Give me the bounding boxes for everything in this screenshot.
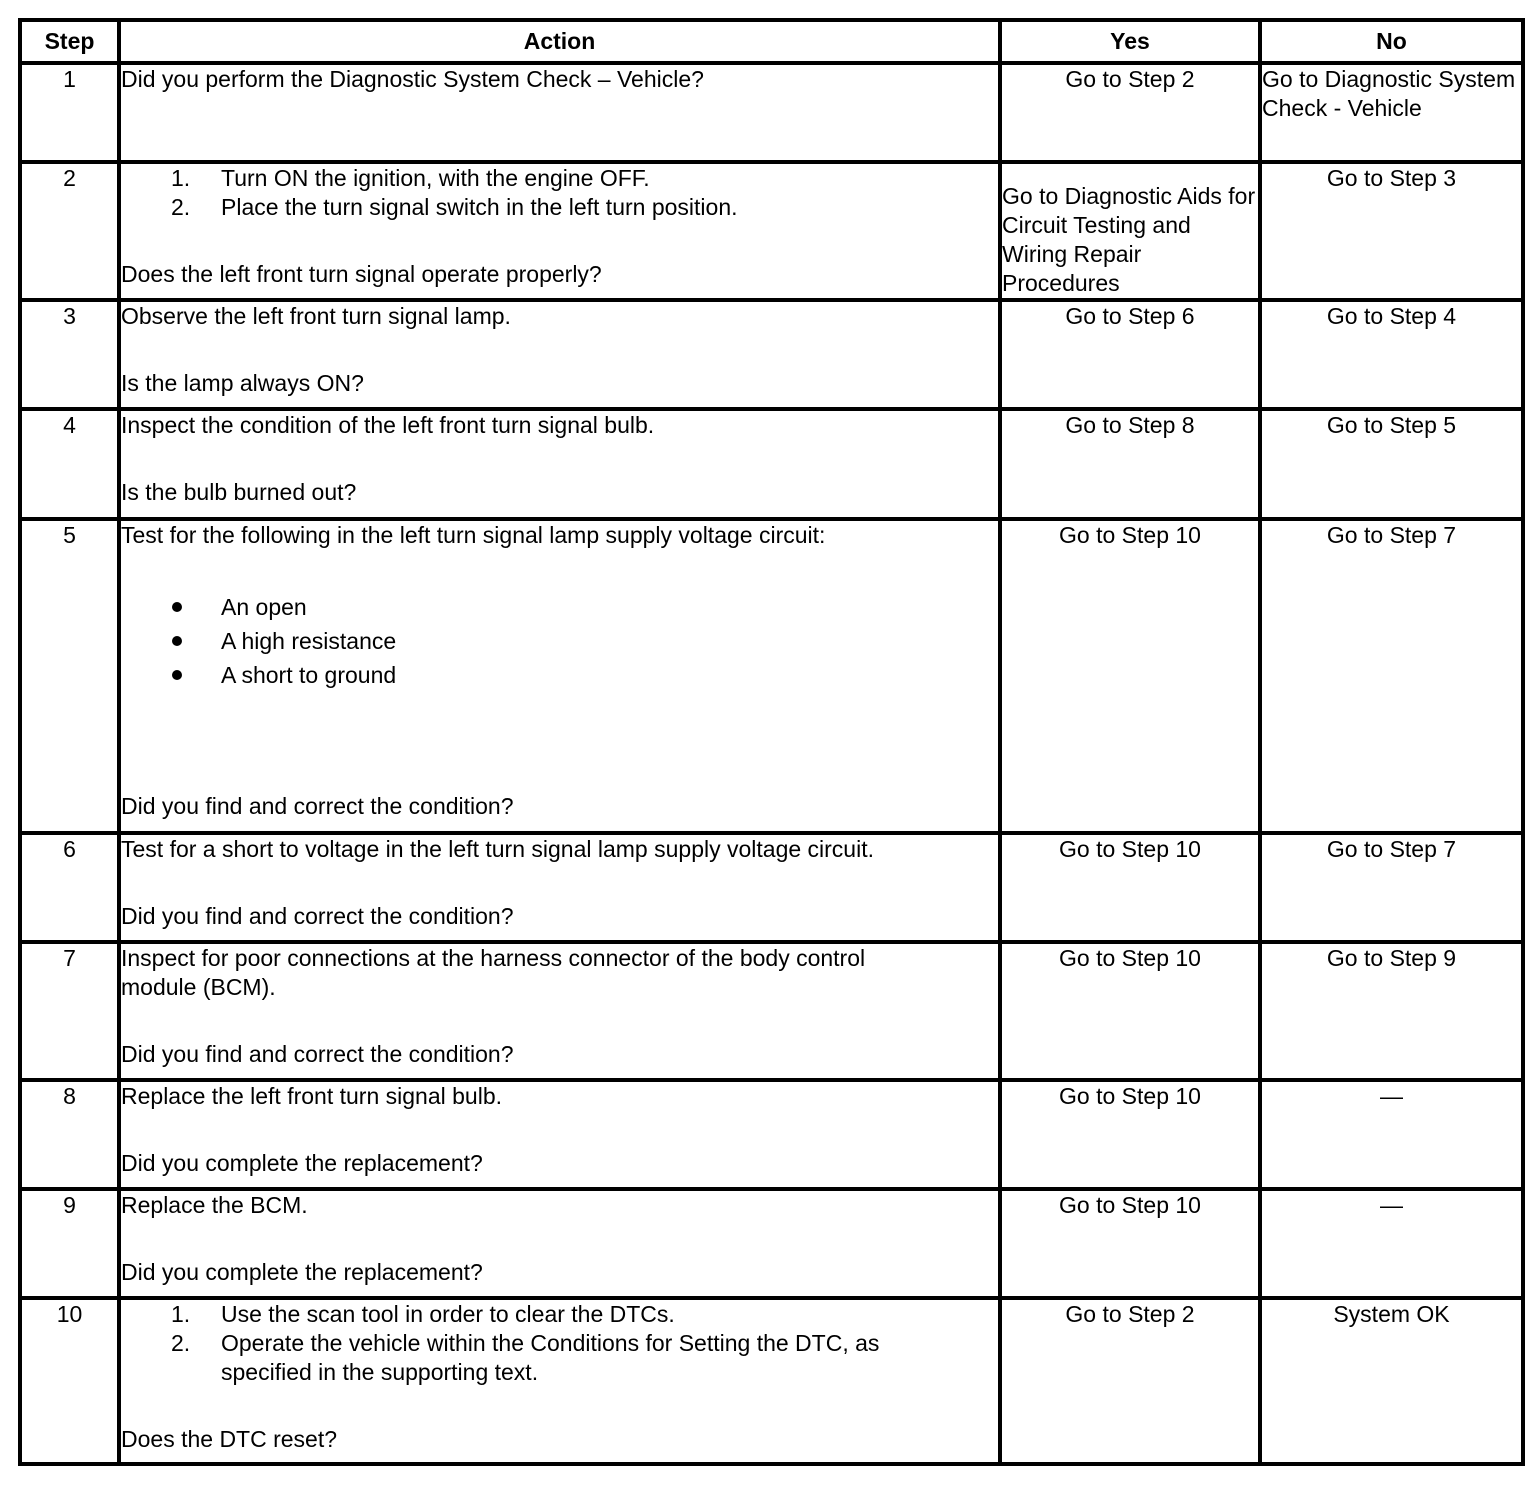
action-cell: [119, 942, 1000, 1080]
action-instruction: Test for the following in the left turn signal lamp supply voltage circuit:: [121, 522, 826, 548]
step-number: 8: [20, 1080, 119, 1189]
no-cell: Go to Diagnostic System Check - Vehicle: [1260, 63, 1523, 162]
no-cell: —: [1260, 1080, 1523, 1189]
step-number: 6: [20, 833, 119, 942]
list-item: [121, 1329, 958, 1387]
list-number: 1.: [171, 1301, 191, 1327]
bullet-icon: [172, 670, 182, 680]
action-cell: [119, 63, 1000, 162]
action-cell: [119, 519, 1000, 833]
action-instruction: Replace the BCM.: [121, 1192, 308, 1218]
action-bullets-list: [121, 590, 998, 692]
action-question: Did you find and correct the condition?: [121, 1041, 514, 1067]
yes-cell: Go to Step 10: [1000, 1080, 1260, 1189]
action-cell: [119, 162, 1000, 300]
table-row: [20, 1189, 1523, 1298]
table-row: [20, 409, 1523, 519]
yes-cell: Go to Diagnostic Aids for Circuit Testing and Wiring Repair Procedures: [1000, 162, 1260, 300]
no-cell: System OK: [1260, 1298, 1523, 1464]
list-item: [121, 164, 998, 193]
list-item: [121, 193, 998, 222]
no-cell: Go to Step 3: [1260, 162, 1523, 300]
header-action: Action: [119, 20, 1000, 63]
action-cell: [119, 833, 1000, 942]
header-row: [20, 20, 1523, 63]
no-cell: Go to Step 9: [1260, 942, 1523, 1080]
action-question: Did you find and correct the condition?: [121, 903, 514, 929]
action-question: Did you find and correct the condition?: [121, 793, 514, 819]
table-row: [20, 1298, 1523, 1464]
step-number: 5: [20, 519, 119, 833]
yes-cell: Go to Step 8: [1000, 409, 1260, 519]
step-number: 10: [20, 1298, 119, 1464]
list-text: Place the turn signal switch in the left turn position.: [221, 194, 738, 220]
action-question: Does the DTC reset?: [121, 1426, 338, 1452]
action-cell: [119, 1298, 1000, 1464]
action-cell: [119, 1189, 1000, 1298]
header-yes: Yes: [1000, 20, 1260, 63]
action-steps-list: [121, 1300, 998, 1387]
list-item: [121, 658, 998, 692]
list-text: Operate the vehicle within the Conditions for Setting the DTC, as specified in the supporting text.: [221, 1330, 880, 1385]
step-number: 7: [20, 942, 119, 1080]
bullet-icon: [172, 636, 182, 646]
table-row: [20, 833, 1523, 942]
list-text: A high resistance: [221, 628, 397, 654]
yes-cell: Go to Step 2: [1000, 1298, 1260, 1464]
bullet-icon: [172, 602, 182, 612]
action-question: Did you complete the replacement?: [121, 1150, 483, 1176]
step-number: 9: [20, 1189, 119, 1298]
yes-cell: Go to Step 2: [1000, 63, 1260, 162]
action-instruction: Test for a short to voltage in the left turn signal lamp supply voltage circuit.: [121, 836, 874, 862]
list-item: [121, 1300, 958, 1329]
action-question: Is the bulb burned out?: [121, 479, 357, 505]
list-text: A short to ground: [221, 662, 397, 688]
no-cell: Go to Step 5: [1260, 409, 1523, 519]
table-row: [20, 63, 1523, 162]
list-text: An open: [221, 594, 307, 620]
yes-cell: Go to Step 10: [1000, 519, 1260, 833]
list-item: [121, 624, 998, 658]
action-cell: [119, 1080, 1000, 1189]
yes-cell: Go to Step 6: [1000, 300, 1260, 409]
action-instruction: Observe the left front turn signal lamp.: [121, 303, 511, 329]
action-question: Did you perform the Diagnostic System Check – Vehicle?: [121, 66, 704, 92]
table-row: [20, 1080, 1523, 1189]
table-row: [20, 942, 1523, 1080]
action-question: Is the lamp always ON?: [121, 370, 364, 396]
no-cell: Go to Step 4: [1260, 300, 1523, 409]
list-item: [121, 590, 998, 624]
yes-cell: Go to Step 10: [1000, 942, 1260, 1080]
step-number: 2: [20, 162, 119, 300]
action-instruction: Inspect for poor connections at the harness connector of the body control module (BCM).: [121, 945, 866, 1000]
action-question: Does the left front turn signal operate properly?: [121, 261, 602, 287]
step-number: 1: [20, 63, 119, 162]
no-cell: Go to Step 7: [1260, 833, 1523, 942]
action-cell: [119, 409, 1000, 519]
action-question: Did you complete the replacement?: [121, 1259, 483, 1285]
no-cell: Go to Step 7: [1260, 519, 1523, 833]
diagnostic-table: [18, 18, 1525, 1466]
action-cell: [119, 300, 1000, 409]
list-number: 2.: [171, 1330, 191, 1356]
no-cell: —: [1260, 1189, 1523, 1298]
list-text: Turn ON the ignition, with the engine OFF.: [221, 165, 650, 191]
step-number: 4: [20, 409, 119, 519]
list-text: Use the scan tool in order to clear the DTCs.: [221, 1301, 675, 1327]
yes-cell: Go to Step 10: [1000, 833, 1260, 942]
header-step: Step: [20, 20, 119, 63]
yes-cell: Go to Step 10: [1000, 1189, 1260, 1298]
action-steps-list: [121, 164, 998, 222]
header-no: No: [1260, 20, 1523, 63]
table-row: [20, 162, 1523, 300]
table-row: [20, 519, 1523, 833]
action-instruction: Inspect the condition of the left front turn signal bulb.: [121, 412, 655, 438]
action-instruction: Replace the left front turn signal bulb.: [121, 1083, 503, 1109]
list-number: 2.: [171, 194, 191, 220]
table-row: [20, 300, 1523, 409]
list-number: 1.: [171, 165, 191, 191]
step-number: 3: [20, 300, 119, 409]
